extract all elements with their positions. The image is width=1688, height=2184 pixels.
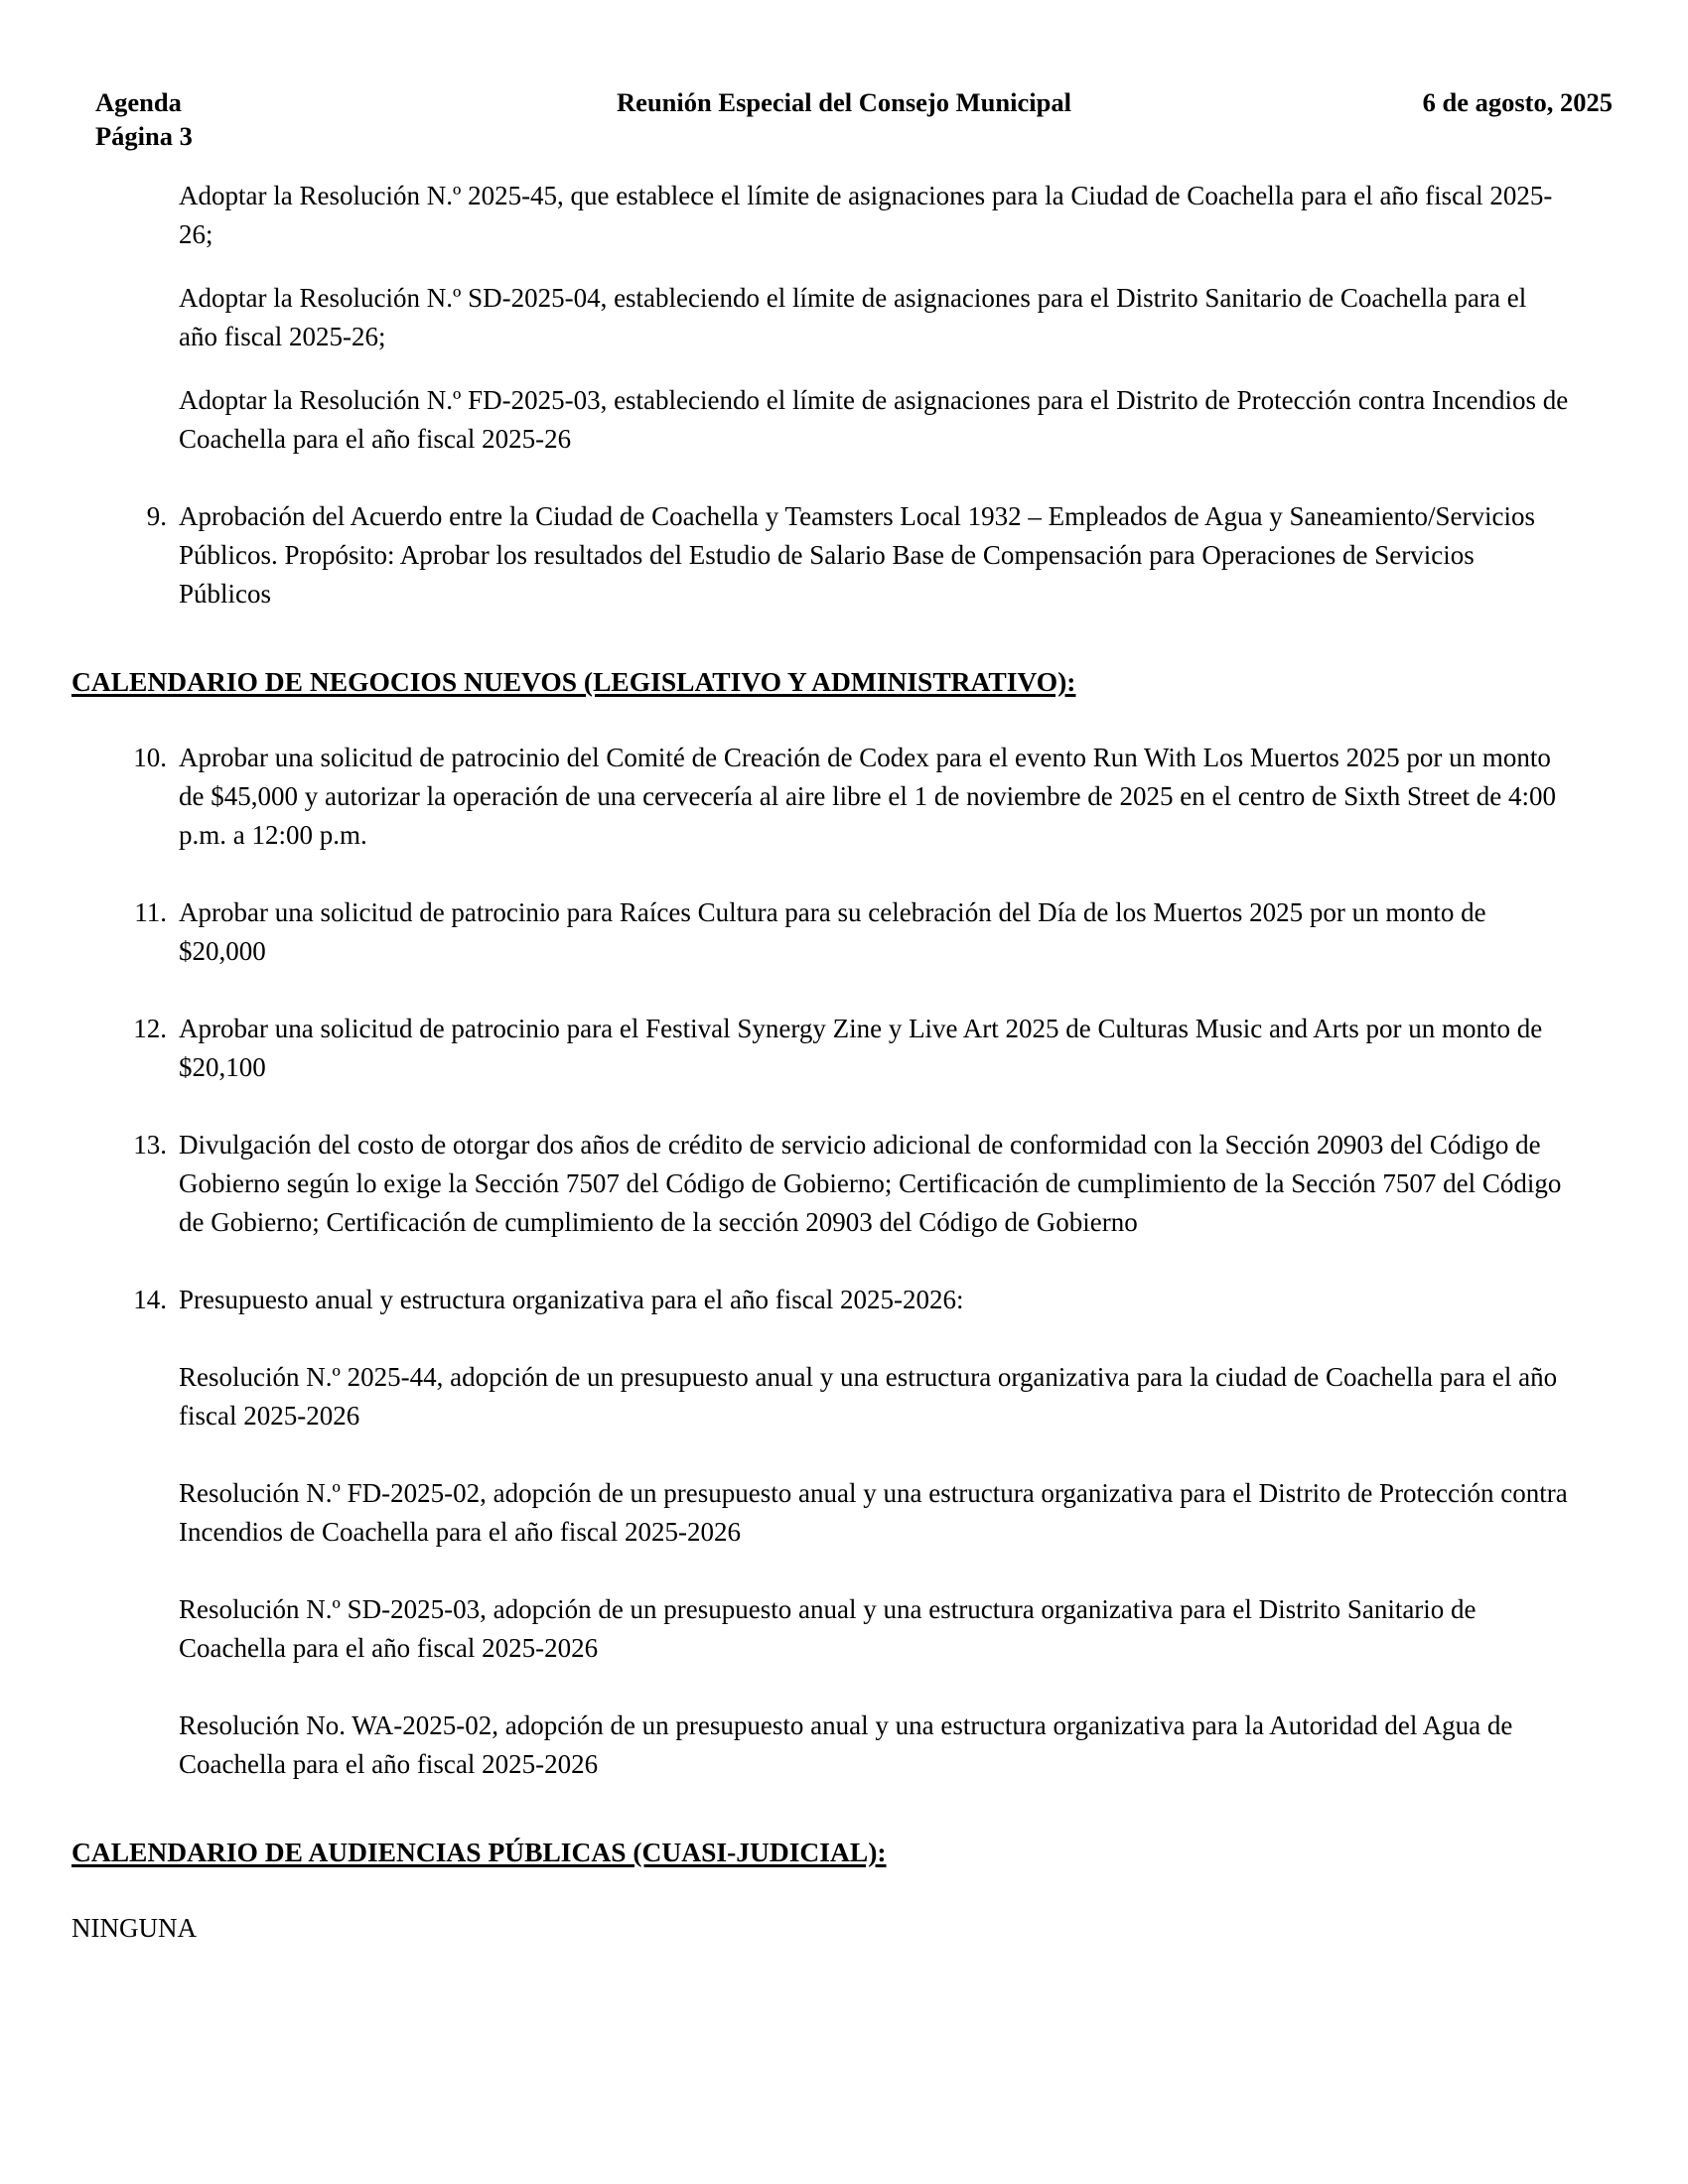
agenda-item-9 xyxy=(0,497,1688,614)
spacer xyxy=(0,1460,1688,1474)
agenda-item-10 xyxy=(0,739,1688,855)
agenda-item-number: 12. xyxy=(133,1014,167,1043)
agenda-item-14 xyxy=(0,1281,1688,1319)
agenda-item-number: 10. xyxy=(133,743,167,772)
agenda-item-number: 11. xyxy=(134,897,167,927)
spacer xyxy=(0,1809,1688,1833)
section-heading-new-business xyxy=(0,662,1688,701)
continued-resolution-paragraph: Adoptar la Resolución N.º SD-2025-04, estableciendo el límite de asignaciones para el Distrito Sanitario de Coachella para el año fiscal 2025-26; xyxy=(179,283,1527,351)
header-meeting-date: 6 de agosto, 2025 xyxy=(1422,87,1613,117)
continued-resolutions-group xyxy=(0,177,1688,459)
section-heading-public-hearings xyxy=(0,1833,1688,1871)
document-body xyxy=(0,177,1688,1973)
header-meeting-title: Reunión Especial del Consejo Municipal xyxy=(617,87,1071,117)
spacer xyxy=(0,483,1688,497)
agenda-item-text: Aprobar una solicitud de patrocinio del Comité de Creación de Codex para el evento Run With Los Muertos 2025 por un monto de $45,000 y autorizar la operación de una cervecería al aire libre el 1 de noviembre de 2025 en el centro de Sixth Street de 4:00 p.m. a 12:00 p.m. xyxy=(179,743,1556,850)
spacer xyxy=(0,638,1688,662)
header-page-number: Página 3 xyxy=(95,121,193,151)
sub-resolution-paragraph: Resolución N.º 2025-44, adopción de un presupuesto anual y una estructura organizativa para la ciudad de Coachella para el año fiscal 2025-2026 xyxy=(179,1362,1558,1431)
spacer xyxy=(0,1576,1688,1590)
agenda-item-text: Presupuesto anual y estructura organizativa para el año fiscal 2025-2026: xyxy=(179,1285,964,1314)
spacer xyxy=(0,1267,1688,1281)
agenda-item-text: Aprobación del Acuerdo entre la Ciudad de Coachella y Teamsters Local 1932 – Empleados de Agua y Saneamiento/Servicios Públicos. Propósito: Aprobar los resultados del Estudio de Salario Base de Compensación para Operaciones de Servicios Públicos xyxy=(179,501,1535,609)
spacer xyxy=(0,1895,1688,1909)
agenda-item-text: Aprobar una solicitud de patrocinio para Raíces Cultura para su celebración del Día de los Muertos 2025 por un monto de $20,000 xyxy=(179,897,1486,966)
agenda-item-13 xyxy=(0,1126,1688,1242)
agenda-item-12 xyxy=(0,1010,1688,1087)
header-row xyxy=(95,85,1613,119)
agenda-item-11 xyxy=(0,893,1688,971)
agenda-item-text: Divulgación del costo de otorgar dos años de crédito de servicio adicional de conformidad con la Sección 20903 del Código de Gobierno según lo exige la Sección 7507 del Código de Gobierno; Certificación de cumplimiento de la Sección 7507 del Código de Gobierno; Certificación de cumplimiento de la sección 20903 del Código de Gobierno xyxy=(179,1130,1562,1237)
spacer xyxy=(0,880,1688,893)
continued-resolution-paragraph: Adoptar la Resolución N.º FD-2025-03, estableciendo el límite de asignaciones para el Distrito de Protección contra Incendios de Coachella para el año fiscal 2025-26 xyxy=(179,385,1569,454)
continued-resolution-paragraph: Adoptar la Resolución N.º 2025-45, que establece el límite de asignaciones para la Ciudad de Coachella para el año fiscal 2025-26; xyxy=(179,181,1553,249)
document-header xyxy=(95,85,1613,157)
header-agenda-label: Agenda xyxy=(95,87,182,117)
public-hearings-none-text: NINGUNA xyxy=(71,1913,197,1943)
spacer xyxy=(0,1344,1688,1358)
sub-resolution-paragraph: Resolución No. WA-2025-02, adopción de un presupuesto anual y una estructura organizativa para la Autoridad del Agua de Coachella para el año fiscal 2025-2026 xyxy=(179,1710,1513,1779)
agenda-item-number: 14. xyxy=(133,1285,167,1314)
spacer xyxy=(0,1112,1688,1126)
spacer xyxy=(0,996,1688,1010)
agenda-item-text: Aprobar una solicitud de patrocinio para el Festival Synergy Zine y Live Art 2025 de Culturas Music and Arts por un monto de $20,100 xyxy=(179,1014,1543,1082)
spacer xyxy=(0,725,1688,739)
sub-resolution-paragraph: Resolución N.º SD-2025-03, adopción de un presupuesto anual y una estructura organizativa para el Distrito Sanitario de Coachella para el año fiscal 2025-2026 xyxy=(179,1594,1477,1663)
agenda-item-number: 13. xyxy=(133,1130,167,1160)
section-heading-text: CALENDARIO DE NEGOCIOS NUEVOS (LEGISLATIVO Y ADMINISTRATIVO): xyxy=(71,666,1076,697)
spacer xyxy=(0,1693,1688,1706)
sub-resolution-paragraph: Resolución N.º FD-2025-02, adopción de un presupuesto anual y una estructura organizativa para el Distrito de Protección contra Incendios de Coachella para el año fiscal 2025-2026 xyxy=(179,1478,1568,1547)
item-14-sub-resolutions xyxy=(0,1358,1688,1784)
agenda-item-number: 9. xyxy=(146,501,167,531)
section-heading-text: CALENDARIO DE AUDIENCIAS PÚBLICAS (CUASI-JUDICIAL): xyxy=(71,1837,887,1867)
